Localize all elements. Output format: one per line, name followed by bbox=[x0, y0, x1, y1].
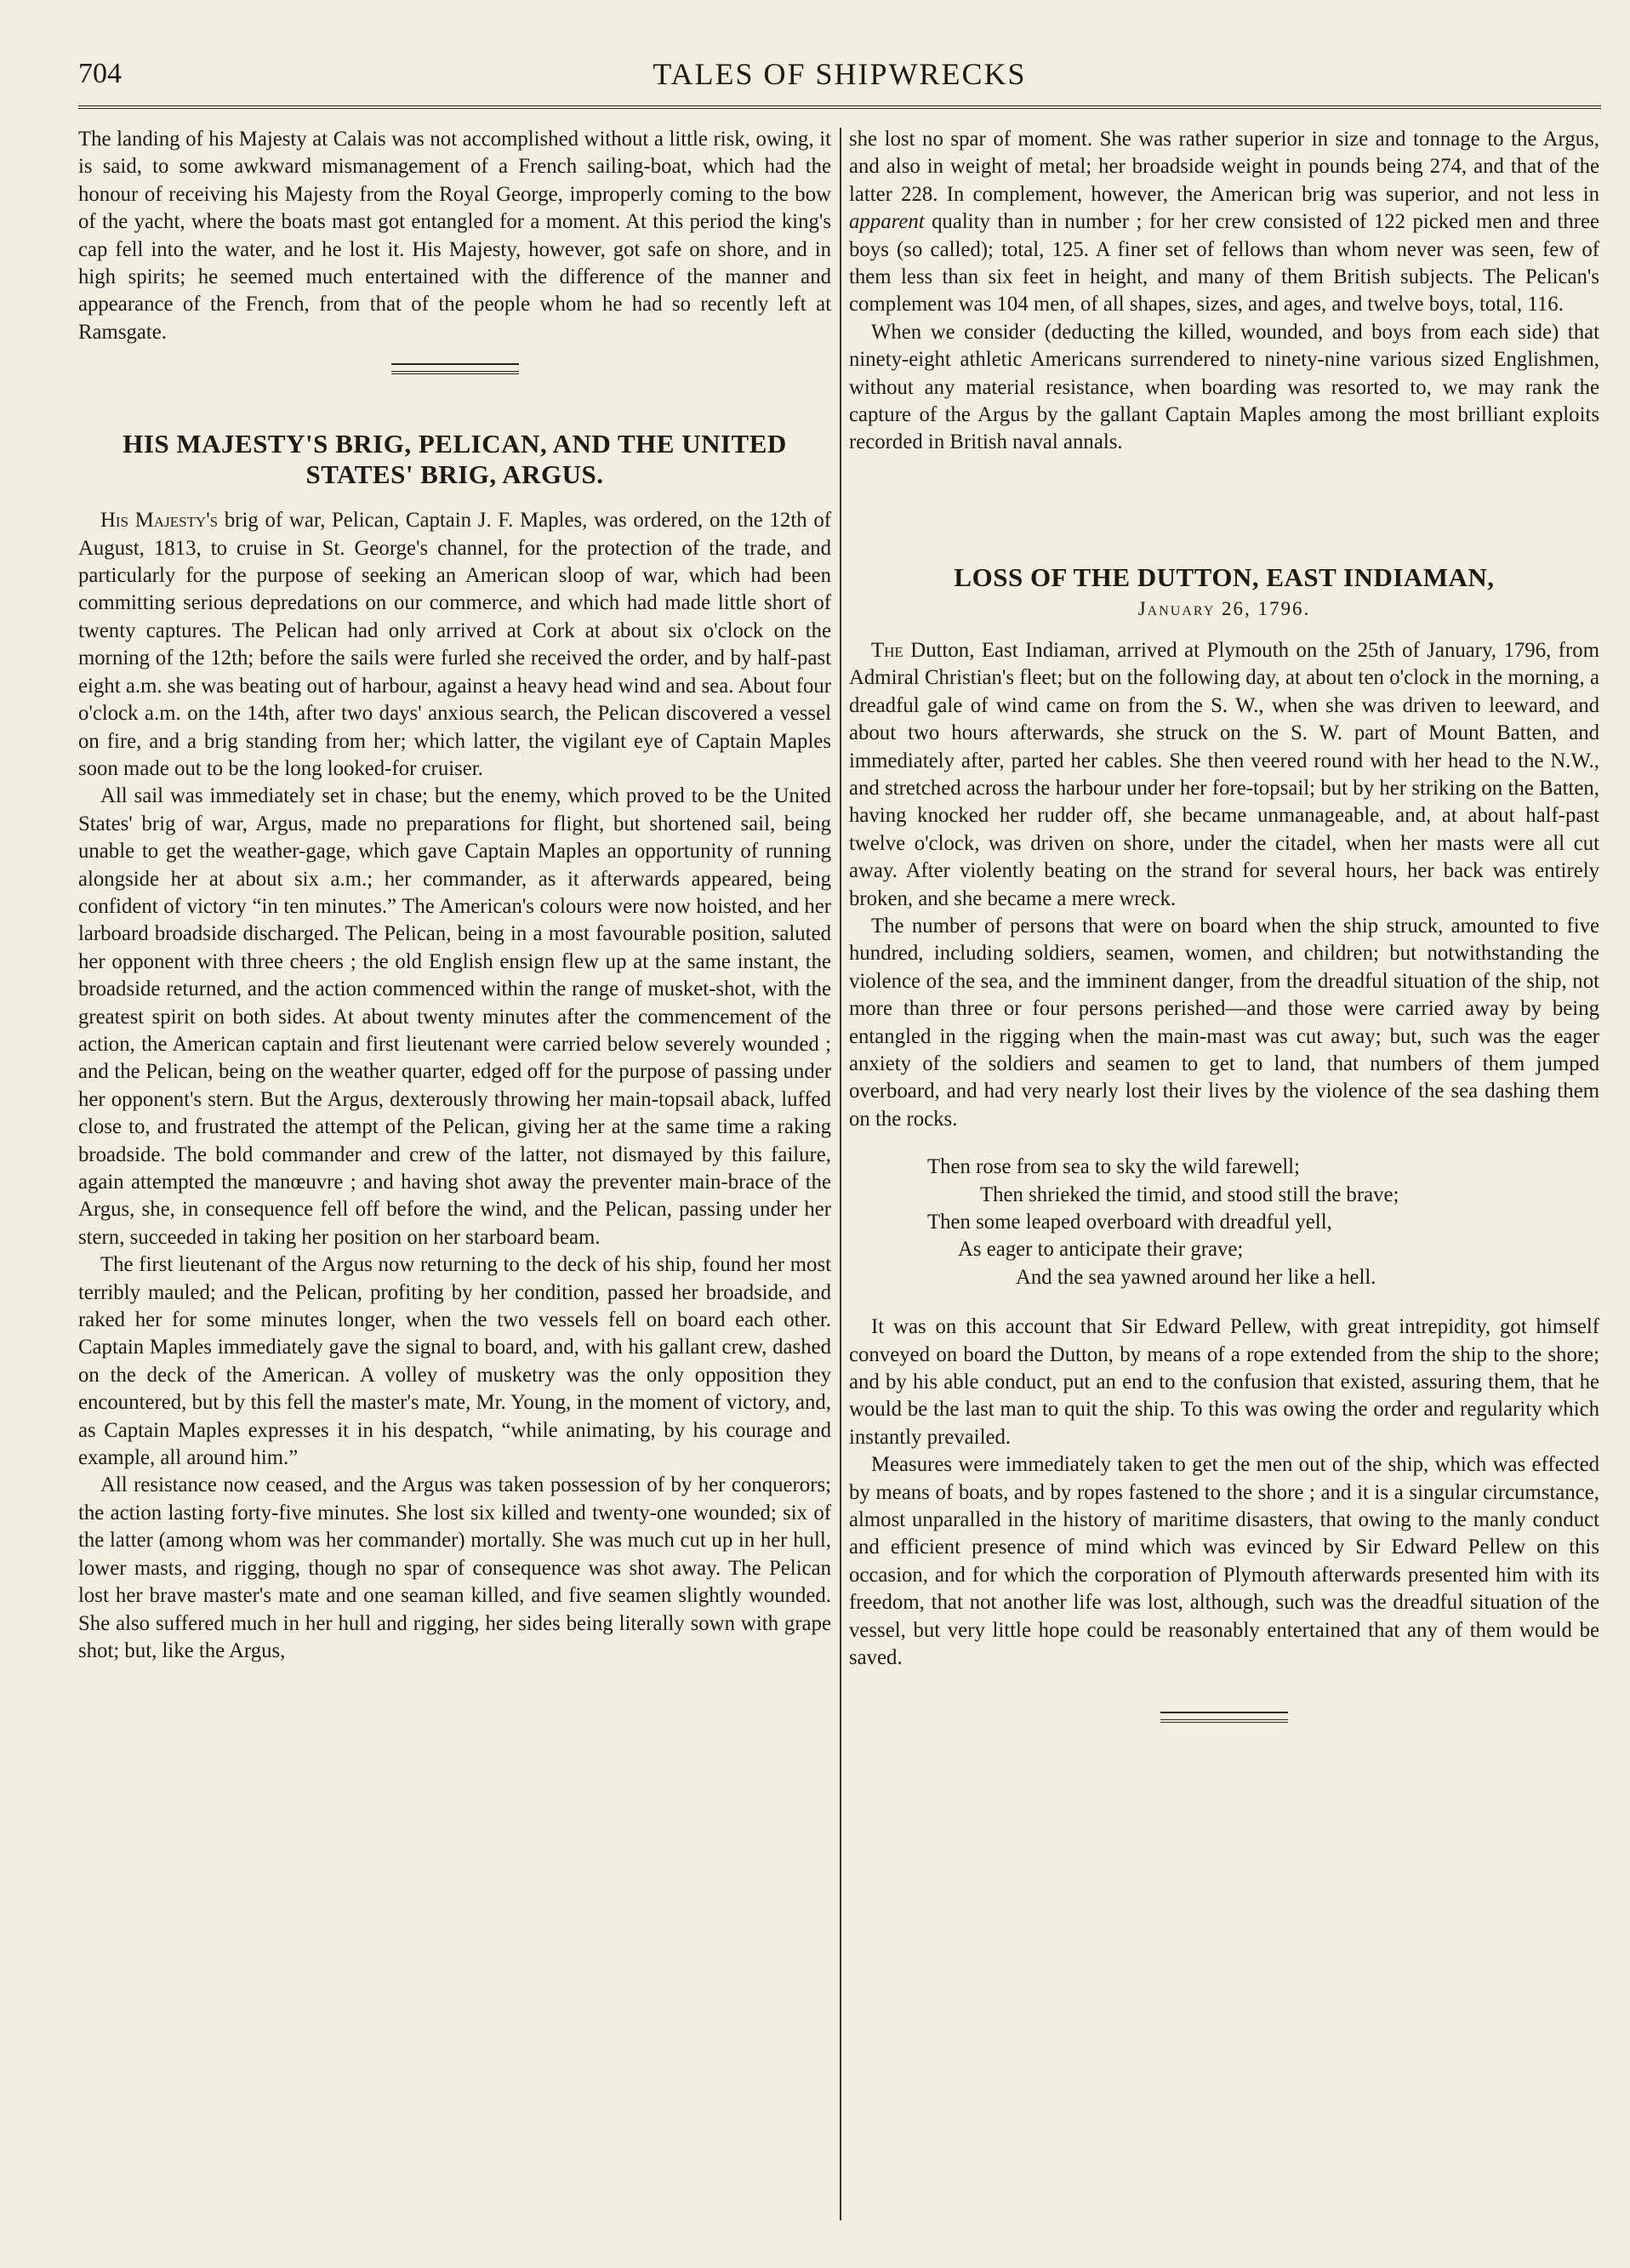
conclusion-paragraph: When we consider (deducting the killed, wounded, and boys from each side) that ninety-eight athletic Americans surrendered to ninety-nine various sized Englishmen, without any material resistance, when boarding was resorted to, we may rank the capture of the Argus by the gallant Captain Maples among the most brilliant exploits recorded in British naval annals. bbox=[849, 320, 1599, 454]
article-heading-dutton: LOSS OF THE DUTTON, EAST INDIAMAN, bbox=[954, 561, 1495, 592]
article-paragraph: Measures were immediately taken to get the men out of the ship, which was effected by means of boats, and by ropes fastened to the shore ; and it is a singular circumstance, almost unparalled in the history of maritime disasters, that owing to the manly conduct and efficient presence of mind which was evinced by Sir Edward Pellew on this occasion, and for which the corporation of Plymouth afterwards presented him with its freedom, that not another life was lost, although, such was the dreadful situation of the vessel, but very little hope could be reasonably entertained that any of them would be saved. bbox=[849, 1453, 1599, 1670]
paragraph-text: she lost no spar of moment. She was rather superior in size and tonnage to the Argus, and also in weight of metal; her broadside weight in pounds being 274, and that of the latter 228. In complement, however, the American brig was superior, and not less in bbox=[849, 128, 1599, 206]
heading-line-1: HIS MAJESTY'S BRIG, PELICAN, AND THE UNITED bbox=[123, 429, 787, 459]
paragraph-text: Dutton, East Indiaman, arrived at Plymouth on the 25th of January, 1796, from Admiral Christian's fleet; but on the following day, at about ten o'clock in the morning, a dreadful gale of wind came on from the S. W., when she was driven to leeward, and about two hours afterwards, she struck on the S. W. part of Mount Batten, and immediately after, parted her cables. She then veered round with her head to the N.W., and stretched across the harbour under her fore-topsail; but by her striking on the Batten, having knocked her rudder off, she became unmanageable, and, at about half-past twelve o'clock, was driven on shore, under the citadel, when her masts were all cut away. After violently beating on the strand for several hours, her back was entirely broken, and she became a mere wreck. bbox=[849, 638, 1599, 910]
article-paragraph bbox=[78, 507, 831, 783]
lead-words: The bbox=[871, 638, 903, 662]
article-paragraph bbox=[849, 637, 1599, 913]
column-divider bbox=[840, 128, 841, 2220]
poem-stanza bbox=[849, 1154, 1599, 1291]
poem-line: As eager to anticipate their grave; bbox=[958, 1238, 1244, 1262]
article-paragraph: All resistance now ceased, and the Argus was taken possession of by her conquerors; the action lasting forty-five minutes. She lost six killed and twenty-one wounded; six of the latter (among whom was her commander) mortally. She was much cut up in her hull, lower masts, and rigging, though no spar of consequence was shot away. The Pelican lost her brave master's mate and one seaman killed, and five seamen slightly wounded. She also suffered much in her hull and rigging, her sides being literally sown with grape shot; but, like the Argus, bbox=[78, 1473, 831, 1662]
article-paragraph: All sail was immediately set in chase; but the enemy, which proved to be the United States' brig of war, Argus, made no preparations for flight, but shortened sail, being unable to get the weather-gage, which gave Captain Maples an opportunity of running alongside her at about six a.m.; her commander, as it afterwards appeared, being confident of victory “in ten minutes.” The American's colours were now hoisted, and her larboard broadside discharged. The Pelican, being in a most favourable position, saluted her opponent with three cheers ; the old English ensign flew up at the same instant, the broadside returned, and the action commenced within the range of musket-shot, with the greatest spirit on both sides. At about twenty minutes after the commencement of the action, the American captain and first lieutenant were carried below severely wounded ; and the Pelican, being on the weather quarter, edged off for the purpose of passing under her opponent's stern. But the Argus, dexterously throwing her main-topsail aback, luffed close to, and frustrated the attempt of the Pelican, giving her at the same time a raking broadside. The bold commander and crew of the latter, not dismayed by this failure, again attempted the manœuvre ; and having shot away the preventer main-brace of the Argus, she, in consequence fell off before the wind, and the Pelican, passing under her stern, succeeded in taking her position on her starboard beam. bbox=[78, 784, 831, 1249]
emphasis-text: apparent bbox=[849, 210, 925, 234]
poem-line: Then rose from sea to sky the wild farewell; bbox=[927, 1155, 1300, 1179]
section-divider-ornament bbox=[391, 363, 519, 374]
article-paragraph: The first lieutenant of the Argus now returning to the deck of his ship, found her most terribly mauled; and the Pelican, profiting by her condition, passed her broadside, and raked her for some minutes longer, when the two vessels fell on board each other. Captain Maples immediately gave the signal to board, and, with his gallant crew, dashed on the deck of the American. A volley of musketry was the only opposition they encountered, but by this fell the master's mate, Mr. Young, in the moment of victory, and, as Captain Maples expresses it in his despatch, “while animating, by his courage and example, all around him.” bbox=[78, 1253, 831, 1470]
header-rule bbox=[78, 105, 1601, 109]
continuation-paragraph bbox=[849, 126, 1599, 319]
article-dateline: January 26, 1796. bbox=[1137, 597, 1311, 619]
running-head bbox=[78, 53, 1601, 95]
right-column bbox=[849, 126, 1599, 1723]
heading-line-2: STATES' BRIG, ARGUS. bbox=[305, 459, 604, 490]
running-title: TALES OF SHIPWRECKS bbox=[653, 57, 1027, 91]
paragraph-text: quality than in number ; for her crew consisted of 122 picked men and three boys (so called); total, 125. A finer set of fellows than whom never was seen, few of them less than six feet in height, and many of them British subjects. The Pelican's complement was 104 men, of all shapes, sizes, and ages, and twelve boys, total, 116. bbox=[849, 210, 1599, 316]
article-paragraph: It was on this account that Sir Edward Pellew, with great intrepidity, got himself conveyed on board the Dutton, by means of a rope extended from the ship to the shore; and by his able conduct, put an end to the confusion that existed, assuring them, that he would be the last man to quit the ship. To this was owing the order and regularity which instantly prevailed. bbox=[849, 1315, 1599, 1449]
page-number: 704 bbox=[78, 58, 122, 89]
poem-line: Then some leaped overboard with dreadful yell, bbox=[927, 1211, 1332, 1234]
lead-words: His Majesty's bbox=[100, 509, 219, 533]
article-paragraph: The number of persons that were on board when the ship struck, amounted to five hundred, including soldiers, seamen, women, and children; but notwithstanding the violence of the sea, and the imminent danger, from the dreadful situation of the ship, not more than three or four persons perished—and those were carried away by being entangled in the rigging when the main-mast was cut away; but, such was the eager anxiety of the soldiers and seamen to get to land, that numbers of them jumped overboard, and had very nearly lost their lives by the violence of the sea dashing them on the rocks. bbox=[849, 914, 1599, 1131]
left-column bbox=[78, 126, 831, 1665]
paragraph-text: brig of war, Pelican, Captain J. F. Maples, was ordered, on the 12th of August, 1813, to cruise in St. George's channel, for the protection of the trade, and particularly for the purpose of seeking an American sloop of war, which had been committing serious depredations on our commerce, and which had made little short of twenty captures. The Pelican had only arrived at Cork at about six o'clock on the morning of the 12th; before the sails were furled she received the order, and by half-past eight a.m. she was beating out of harbour, against a heavy head wind and sea. About four o'clock a.m. on the 14th, after two days' anxious search, the Pelican discovered a vessel on fire, and a brig standing from her; which latter, the vigilant eye of Captain Maples soon made out to be the long looked-for cruiser. bbox=[78, 509, 831, 780]
article-heading-pelican bbox=[78, 429, 831, 490]
end-ornament-rule bbox=[1160, 1712, 1288, 1723]
intro-paragraph: The landing of his Majesty at Calais was not accomplished without a little risk, owing, it is said, to some awkward mismanagement of a French sailing-boat, which had the honour of receiving his Majesty from the Royal George, improperly coming to the bow of the yacht, where the boats mast got entangled for a moment. At this period the king's cap fell into the water, and he lost it. His Majesty, however, got safe on shore, and in high spirits; he seemed much entertained with the difference of the manner and appearance of the French, from that of the people whom he had so recently left at Ramsgate. bbox=[78, 128, 831, 344]
poem-line: And the sea yawned around her like a hell. bbox=[1016, 1265, 1376, 1289]
poem-line: Then shrieked the timid, and stood still the brave; bbox=[980, 1182, 1399, 1206]
